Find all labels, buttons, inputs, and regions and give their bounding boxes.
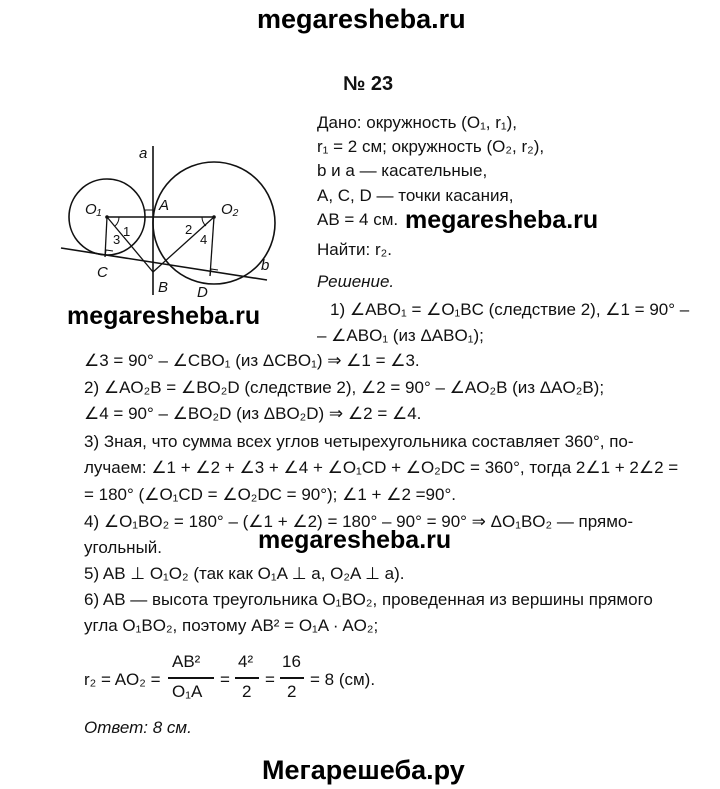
solution-line-6: 3) Зная, что сумма всех углов четырехугольника составляет 360°, по- <box>84 432 634 451</box>
solution-label: Решение. <box>317 272 395 291</box>
solution-line-10: угольный. <box>84 538 163 557</box>
label-point-o1: O₁ <box>85 201 102 218</box>
solution-line-8: = 180° (∠O₁CD = ∠O₂DC = 90°); ∠1 + ∠2 =90°. <box>84 485 456 504</box>
label-point-a: A <box>159 197 170 214</box>
given-line-3: b и a — касательные, <box>317 161 488 180</box>
solution-line-1: 1) ∠ABO₁ = ∠O₁BC (следствие 2), ∠1 = 90° – <box>330 300 690 319</box>
solution-line-9: 4) ∠O₁BO₂ = 180° – (∠1 + ∠2) = 180° – 90° = 90° ⇒ ΔO₁BO₂ — прямо- <box>84 512 634 531</box>
solution-line-3: ∠3 = 90° – ∠CBO₁ (из ΔCBO₁) ⇒ ∠1 = ∠3. <box>84 351 420 370</box>
solution-line-2: – ∠ABO₁ (из ΔABO₁); <box>317 326 484 345</box>
given-line-2: r₁ = 2 см; окружность (O₂, r₂), <box>317 137 545 156</box>
final-formula <box>84 648 424 712</box>
formula-frac1-den: O₁A <box>172 682 203 701</box>
right-angle-a <box>145 210 153 217</box>
given-line-1: Дано: окружность (O₁, r₁), <box>317 113 518 132</box>
watermark-middle-right: megaresheba.ru <box>405 206 599 234</box>
label-a: a <box>139 145 148 162</box>
solution-line-13: угла O₁BO₂, поэтому AB² = O₁A · AO₂; <box>84 616 379 635</box>
formula-frac3-den: 2 <box>287 682 297 701</box>
formula-eq1: = <box>220 670 230 689</box>
label-point-d: D <box>197 284 208 300</box>
label-angle-3: 3 <box>113 232 121 247</box>
label-point-o2: O₂ <box>221 201 239 218</box>
label-b: b <box>261 257 270 274</box>
solution-line-12: 6) AB — высота треугольника O₁BO₂, проведенная из вершины прямого <box>84 590 653 609</box>
find-line: Найти: r₂. <box>317 240 392 259</box>
solution-line-11: 5) AB ⊥ O₁O₂ (так как O₁A ⊥ a, O₂A ⊥ a). <box>84 564 405 583</box>
label-point-c: C <box>97 264 108 281</box>
point-o2 <box>212 215 216 219</box>
solution-line-5: ∠4 = 90° – ∠BO₂D (из ΔBO₂D) ⇒ ∠2 = ∠4. <box>84 404 422 423</box>
given-line-5: AB = 4 см. <box>317 210 399 229</box>
formula-frac2-num: 4² <box>238 652 254 671</box>
formula-frac2-bar <box>235 677 259 679</box>
solution-line-7: лучаем: ∠1 + ∠2 + ∠3 + ∠4 + ∠O₁CD + ∠O₂DC = 360°, тогда 2∠1 + 2∠2 = <box>84 458 679 477</box>
formula-frac2-den: 2 <box>242 682 252 701</box>
point-o1 <box>105 215 109 219</box>
watermark-middle-left: megaresheba.ru <box>67 302 261 330</box>
tangent-line-b <box>61 248 270 280</box>
label-point-b: B <box>158 279 169 296</box>
label-angle-2: 2 <box>185 222 193 237</box>
formula-frac1-num: AB² <box>172 652 201 671</box>
label-angle-4: 4 <box>200 232 208 247</box>
watermark-bottom: Мегарешеба.ру <box>262 755 465 785</box>
solution-line-4: 2) ∠AO₂B = ∠BO₂D (следствие 2), ∠2 = 90° – ∠AO₂B (из ΔAO₂B); <box>84 378 605 397</box>
segment-o2-d <box>210 217 214 276</box>
answer-text: Ответ: 8 см. <box>84 718 192 737</box>
angle-arc-1 <box>115 217 119 226</box>
problem-number: № 23 <box>343 73 394 95</box>
geometry-figure <box>55 140 295 300</box>
formula-eq2: = <box>265 670 275 689</box>
watermark-top: megaresheba.ru <box>257 4 466 34</box>
given-line-4: A, C, D — точки касания, <box>317 186 514 205</box>
watermark-center: megaresheba.ru <box>258 526 452 554</box>
formula-frac1-bar <box>168 677 214 679</box>
formula-frac3-num: 16 <box>282 652 301 671</box>
label-angle-1: 1 <box>123 224 131 239</box>
formula-result: = 8 (см). <box>310 670 376 689</box>
formula-lhs: r₂ = AO₂ = <box>84 670 161 689</box>
formula-frac3-bar <box>280 677 304 679</box>
answer-line <box>84 718 192 738</box>
